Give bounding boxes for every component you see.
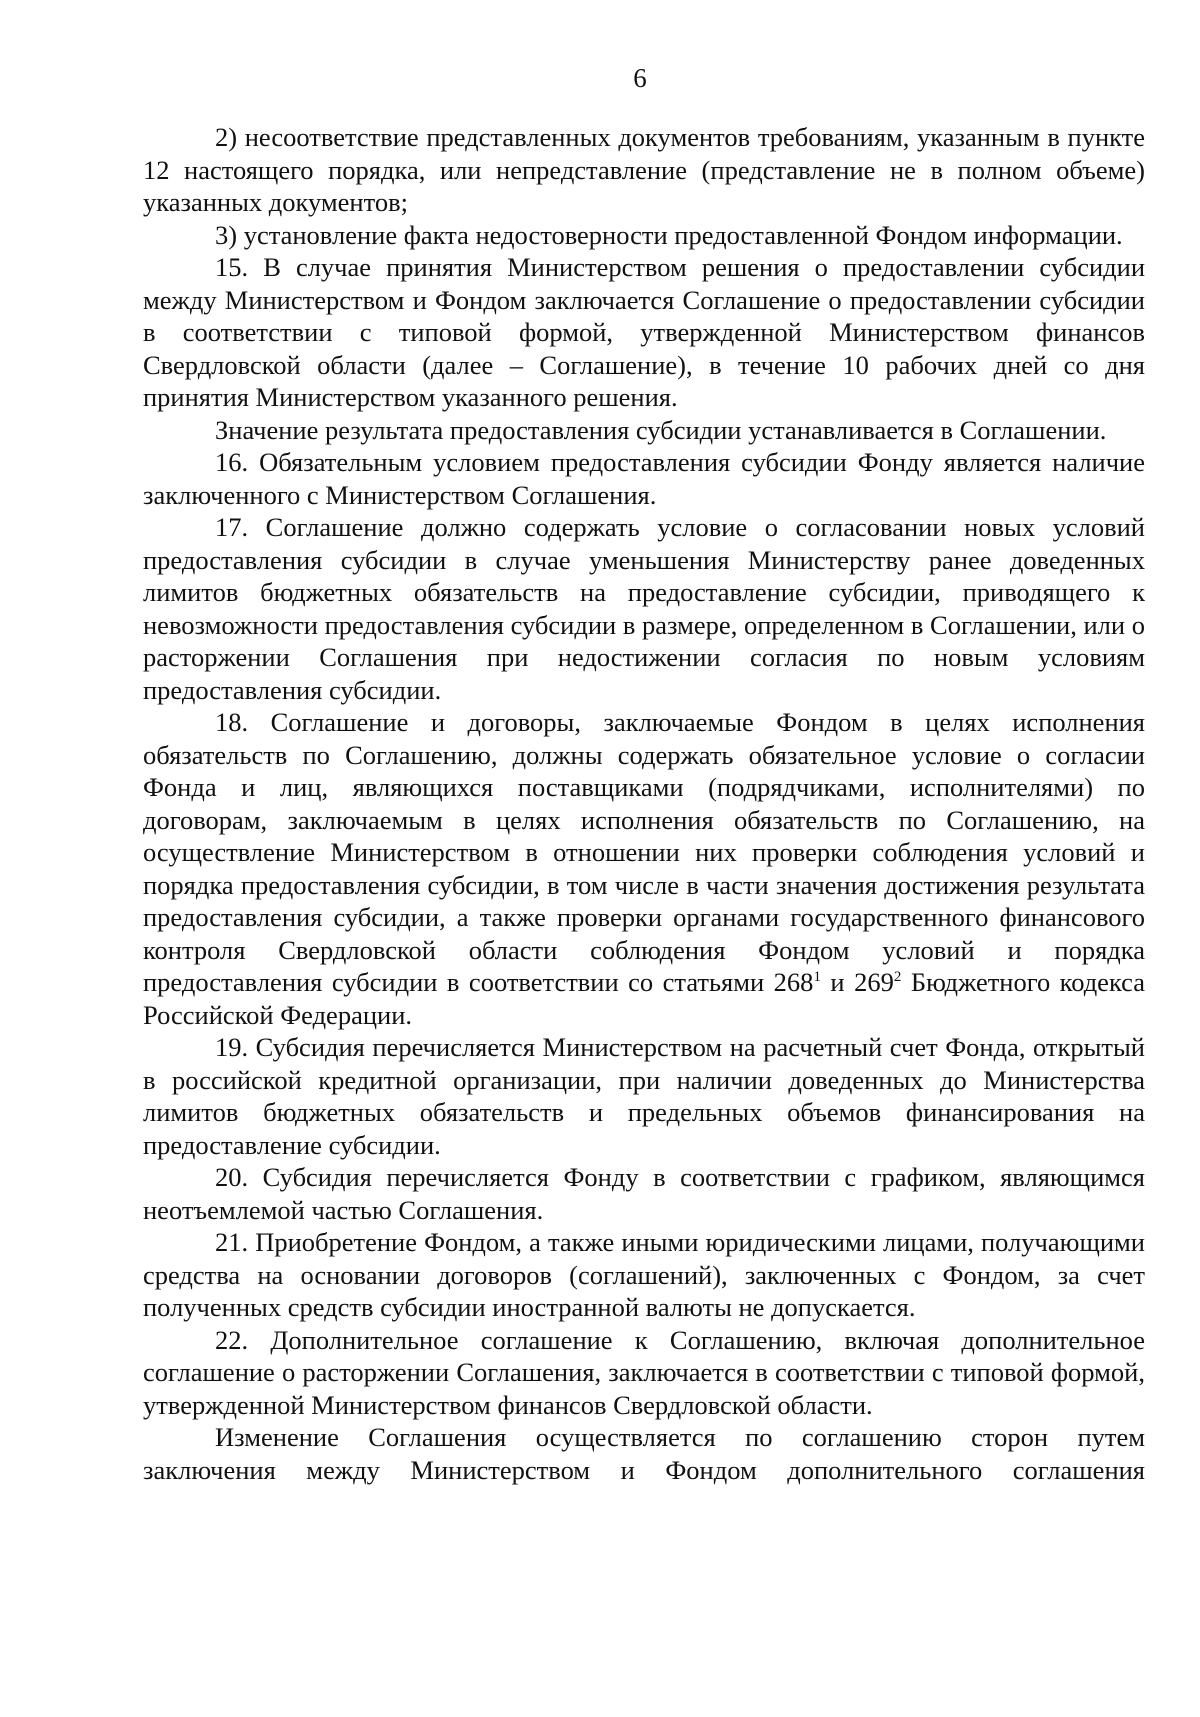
paragraph-18	[143, 706, 1145, 1031]
paragraph-16: 16. Обязательным условием предоставления субсидии Фонду является наличие заключенного с Министерством Соглашения.	[143, 447, 1145, 510]
paragraph-item-3: 3) установление факта недостоверности предоставленной Фондом информации.	[215, 219, 1123, 250]
paragraph-18-text: 18. Соглашение и договоры, заключаемые Фондом в целях исполнения обязательств по Соглашению, должны содержать обязательное условие о согласии Фонда и лиц, являющихся поставщиками (подрядчиками, исполнителями) по договорам, заключаемым в целях исполнения обязательств по Соглашению, на осуществление Министерством в отношении них проверки соблюдения условий и порядка предоставления субсидии, в том числе в части значения достижения результата предоставления субсидии, а также проверки органами государственного финансового контроля Свердловской области соблюдения Фондом условий и порядка предоставления субсидии в соответствии со статьями 268	[143, 707, 1145, 997]
paragraph-item-2: 2) несоответствие представленных документов требованиям, указанным в пункте 12 настоящего порядка, или непредставление (представление не в полном объеме) указанных документов;	[143, 122, 1145, 217]
paragraph-21: 21. Приобретение Фондом, а также иными юридическими лицами, получающими средства на основании договоров (соглашений), заключенных с Фондом, за счет полученных средств субсидии иностранной валюты не допускается.	[143, 1227, 1145, 1322]
paragraph-15: 15. В случае принятия Министерством решения о предоставлении субсидии между Министерством и Фондом заключается Соглашение о предоставлении субсидии в соответствии с типовой формой, утвержденной Министерством финансов Свердловской области (далее – Соглашение), в течение 10 рабочих дней со дня принятия Министерством указанного решения.	[143, 252, 1145, 412]
paragraph-19: 19. Субсидия перечисляется Министерством на расчетный счет Фонда, открытый в российской кредитной организации, при наличии доведенных до Министерства лимитов бюджетных обязательств и предельных объемов финансирования на предоставление субсидии.	[143, 1032, 1145, 1160]
document-body	[143, 121, 1145, 1486]
paragraph-amendment: Изменение Соглашения осуществляется по соглашению сторон путем заключения между Министерством и Фондом дополнительного соглашения	[143, 1422, 1145, 1485]
paragraph-result-value: Значение результата предоставления субсидии устанавливается в Соглашении.	[215, 414, 1107, 445]
paragraph-17: 17. Соглашение должно содержать условие о согласовании новых условий предоставления субсидии в случае уменьшения Министерству ранее доведенных лимитов бюджетных обязательств на предоставление субсидии, приводящего к невозможности предоставления субсидии в размере, определенном в Соглашении, или о расторжении Соглашения при недостижении согласия по новым условиям предоставления субсидии.	[143, 512, 1145, 705]
paragraph-18-text-mid: и 269	[820, 967, 894, 997]
footnote-superscript: 2	[893, 969, 902, 986]
footnote-superscript: 1	[813, 969, 821, 986]
paragraph-20: 20. Субсидия перечисляется Фонду в соответствии с графиком, являющимся неотъемлемой частью Соглашения.	[143, 1162, 1145, 1225]
paragraph-18-text-end: Бюджетного кодекса Российской Федерации.	[143, 967, 1146, 1030]
paragraph-22: 22. Дополнительное соглашение к Соглашению, включая дополнительное соглашение о расторжении Соглашения, заключается в соответствии с типовой формой, утвержденной Министерством финансов Свердловской области.	[143, 1324, 1145, 1420]
page-number: 6	[633, 63, 647, 93]
